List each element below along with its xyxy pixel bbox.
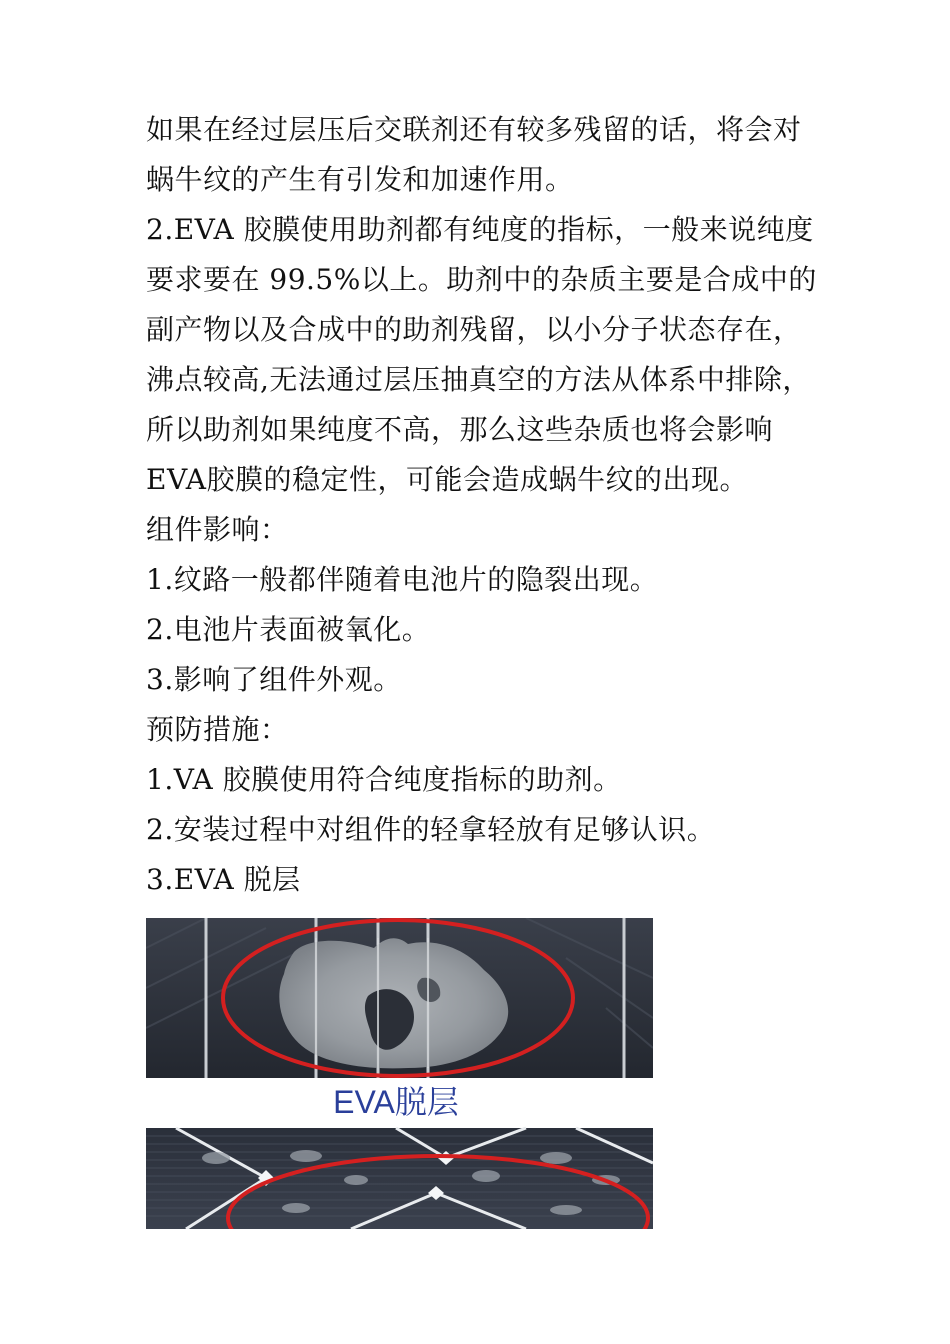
- paragraph-line-5: 副产物以及合成中的助剂残留，以小分子状态存在，: [146, 313, 802, 346]
- paragraph-line-1: 如果在经过层压后交联剂还有较多残留的话，将会对: [146, 113, 802, 146]
- paragraph-line-6: 沸点较高,无法通过层压抽真空的方法从体系中排除，: [146, 363, 811, 396]
- eva-delamination-photo: [146, 918, 653, 1229]
- paragraph-line-2: 蜗牛纹的产生有引发和加速作用。: [146, 163, 574, 196]
- paragraph-line-3: 2.EVA 胶膜使用助剂都有纯度的指标，一般来说纯度: [146, 213, 814, 246]
- section-heading-module-impact: 组件影响：: [146, 513, 289, 546]
- list-item-prevention-2: 2.安装过程中对组件的轻拿轻放有足够认识。: [146, 813, 716, 846]
- top-cell-panel: [146, 918, 653, 1078]
- paragraph-line-4: 要求要在 99.5%以上。助剂中的杂质主要是合成中的: [146, 263, 817, 296]
- bottom-cell-panel: [146, 1128, 653, 1229]
- figure-caption: EVA脱层: [333, 1084, 459, 1120]
- list-item-impact-1: 1.纹路一般都伴随着电池片的隐裂出现。: [146, 563, 659, 596]
- section-heading-prevention: 预防措施：: [146, 713, 289, 746]
- list-item-prevention-1: 1.VA 胶膜使用符合纯度指标的助剂。: [146, 763, 622, 796]
- list-item-impact-2: 2.电池片表面被氧化。: [146, 613, 431, 646]
- list-item-impact-3: 3.影响了组件外观。: [146, 663, 402, 696]
- section-heading-eva-delamination: 3.EVA 脱层: [146, 863, 301, 896]
- paragraph-line-7: 所以助剂如果纯度不高，那么这些杂质也将会影响: [146, 413, 774, 446]
- paragraph-line-8: EVA胶膜的稳定性，可能会造成蜗牛纹的出现。: [146, 463, 748, 496]
